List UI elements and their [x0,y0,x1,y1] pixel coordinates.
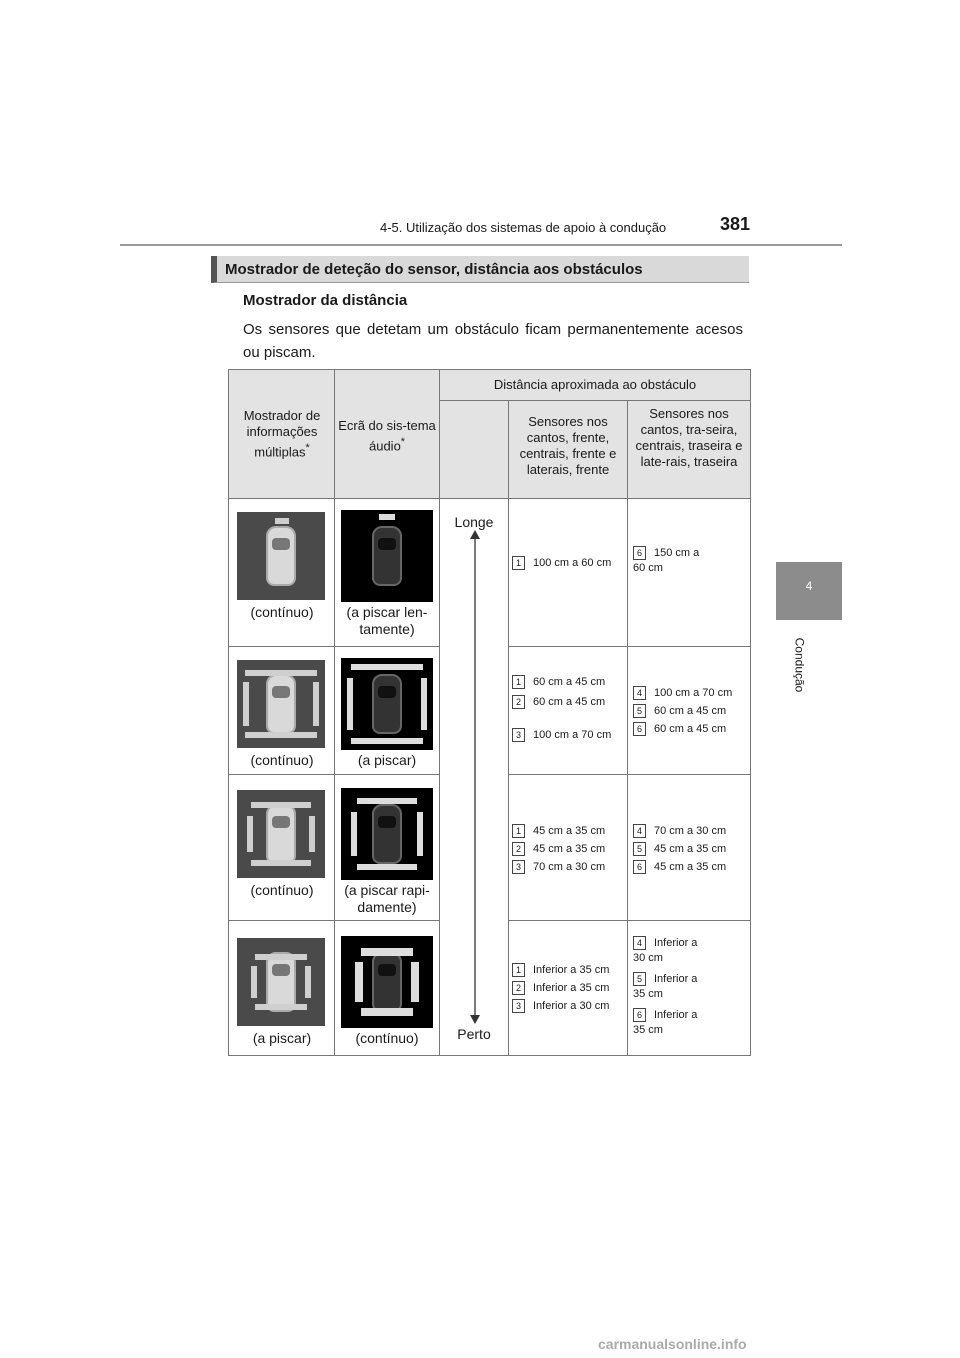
sub-header-front: Sensores nos cantos, frente, centrais, frente e laterais, frente [519,414,617,477]
col-header-audio: Ecrã do sis-tema áudio* [338,418,436,454]
rear-entry: 5 60 cm a 45 cm [633,704,726,719]
page-number: 381 [720,214,751,234]
audio-display-image [341,788,433,880]
row-mid-label: (contínuo) [250,882,314,898]
row-audio-label: (a piscar) [357,752,417,768]
rear-entry: 4 70 cm a 30 cm [633,824,726,839]
car-icon [372,674,402,734]
header-rule [120,244,842,246]
audio-display-image [341,510,433,602]
row-mid-label: (contínuo) [250,604,314,620]
front-entry: 2 60 cm a 45 cm [512,695,605,710]
multi-info-display-image [237,938,325,1026]
subtitle: Mostrador da distância [243,292,408,309]
multi-info-display-image [237,512,325,600]
car-icon [372,804,402,864]
rear-entry: 5 Inferior a 35 cm [633,973,698,1000]
front-entry: 1 100 cm a 60 cm [512,556,622,571]
front-entry: 1 60 cm a 45 cm [512,675,605,690]
car-icon [266,952,296,1012]
rear-entry: 5 45 cm a 35 cm [633,842,726,857]
front-entry: 1 45 cm a 35 cm [512,824,605,839]
near-label: Perto [457,1026,491,1042]
row-mid-label: (contínuo) [250,752,314,768]
car-icon [266,674,296,734]
front-entry: 3 100 cm a 70 cm [512,728,611,743]
car-icon [372,526,402,586]
row-audio-label: (a piscar len-tamente) [346,604,428,637]
multi-info-display-image [237,660,325,748]
car-icon [266,804,296,864]
watermark: carmanualsonline.info [598,1336,747,1352]
section-title: Mostrador de deteção do sensor, distância aos obstáculos [211,256,749,283]
rear-entry: 6 150 cm a 60 cm [633,547,700,574]
chapter-number: 4 [805,579,813,593]
chapter-tab [776,562,842,620]
col-header-multi-info: Mostrador de informações múltiplas* [243,408,321,460]
row-mid-label: (a piscar) [252,1030,312,1046]
front-entry: 2 45 cm a 35 cm [512,842,605,857]
far-label: Longe [454,514,494,530]
car-icon [266,526,296,586]
audio-display-image [341,936,433,1028]
col-header-distance: Distância aproximada ao obstáculo [493,377,697,392]
distance-table [228,369,751,1056]
front-entry: 3 Inferior a 30 cm [512,999,609,1014]
header-section-path: 4-5. Utilização dos sistemas de apoio à condução [380,220,667,235]
sub-header-rear: Sensores nos cantos, tra-seira, centrais, traseira e late-rais, traseira [635,406,743,469]
chapter-label-text: Condução [792,637,807,693]
front-entry: 2 Inferior a 35 cm [512,981,609,996]
multi-info-display-image [237,790,325,878]
rear-entry: 6 45 cm a 35 cm [633,860,726,875]
audio-display-image [341,658,433,750]
rear-entry: 4 Inferior a 30 cm [633,937,698,964]
rear-entry: 4 100 cm a 70 cm [633,686,732,701]
distance-arrow [465,530,485,1024]
row-audio-label: (a piscar rapi-damente) [344,882,430,915]
intro-paragraph: Os sensores que detetam um obstáculo ficam permanentemente acesos ou piscam. [243,321,743,361]
chapter-label [780,628,840,708]
rear-entry: 6 Inferior a 35 cm [633,1009,698,1036]
front-entry: 3 70 cm a 30 cm [512,860,605,875]
row-audio-label: (contínuo) [355,1030,419,1046]
rear-entry: 6 60 cm a 45 cm [633,722,726,737]
front-entry: 1 Inferior a 35 cm [512,963,609,978]
car-icon [372,952,402,1012]
